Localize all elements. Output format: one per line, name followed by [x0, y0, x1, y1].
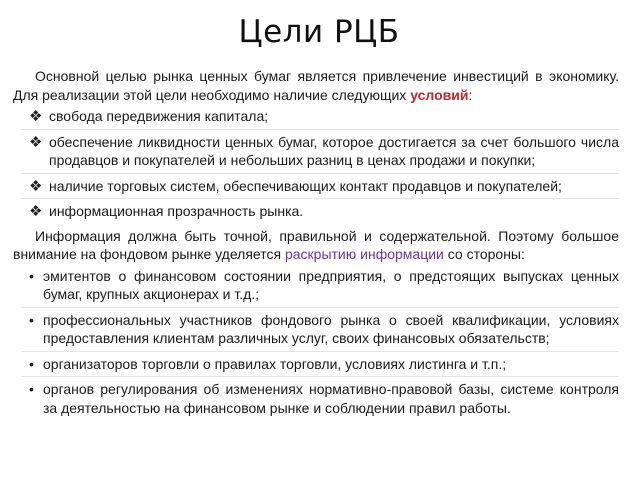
intro-paragraph [13, 67, 619, 104]
dot-bullet-icon: • [29, 355, 34, 372]
list-item-source [21, 311, 619, 352]
dot-bullet-icon: • [29, 267, 34, 284]
list-item-source [21, 355, 619, 378]
list-item-source [21, 267, 619, 308]
diamond-bullet-icon: ❖ [29, 203, 43, 220]
intro-highlight: условий [410, 86, 469, 103]
diamond-bullet-icon: ❖ [29, 108, 43, 125]
info-highlight: раскрытию информации [284, 246, 444, 262]
condition-text: информационная прозрачность рынка. [49, 203, 304, 219]
list-item-condition [21, 107, 619, 130]
condition-text: свобода передвижения капитала; [49, 108, 269, 124]
list-item-condition [21, 133, 619, 174]
dot-bullet-icon: • [29, 311, 34, 328]
source-text: профессиональных участников фондового рынка о своей квалификации, условиях предоставления клиентам различных услуг, своих финансовых обязательств; [43, 311, 619, 346]
source-text: эмитентов о финансовом состоянии предприятия, о предстоящих выпусках ценных бумаг, крупных акционерах и т.д.; [43, 267, 619, 302]
list-item-source [21, 380, 619, 420]
page-title: Цели РЦБ [238, 14, 400, 50]
condition-text: наличие торговых систем, обеспечивающих контакт продавцов и покупателей; [49, 177, 562, 194]
source-text: организаторов торговли о правилах торговли, условиях листинга и т.п.; [43, 355, 507, 372]
list-item-condition [21, 202, 619, 224]
info-text: Информация должна быть точной, правильной и содержательной. Поэтому большое внимание на фондовом рынке уделяется [13, 227, 619, 262]
diamond-bullet-icon: ❖ [29, 133, 43, 151]
info-paragraph [13, 227, 619, 264]
slide-content [13, 67, 619, 423]
diamond-bullet-icon: ❖ [29, 177, 43, 195]
dot-bullet-icon: • [29, 381, 34, 397]
intro-text: Основной целью рынка ценных бумаг является привлечение инвестиций в экономику. Для реализации этой цели необходимо наличие следующих [13, 68, 619, 103]
intro-text-end: : [468, 86, 473, 103]
list-item-condition [21, 177, 619, 200]
condition-text: обеспечение ликвидности ценных бумаг, которое достигается за счет большого числа продавцов и покупателей и небольших разниц в ценах продажи и покупки; [49, 133, 619, 168]
source-text: органов регулирования об изменениях нормативно-правовой базы, системе контроля за деятельностью на финансовом рынке и соблюдении правил работы. [43, 381, 619, 416]
info-text-end: со стороны: [443, 246, 525, 262]
